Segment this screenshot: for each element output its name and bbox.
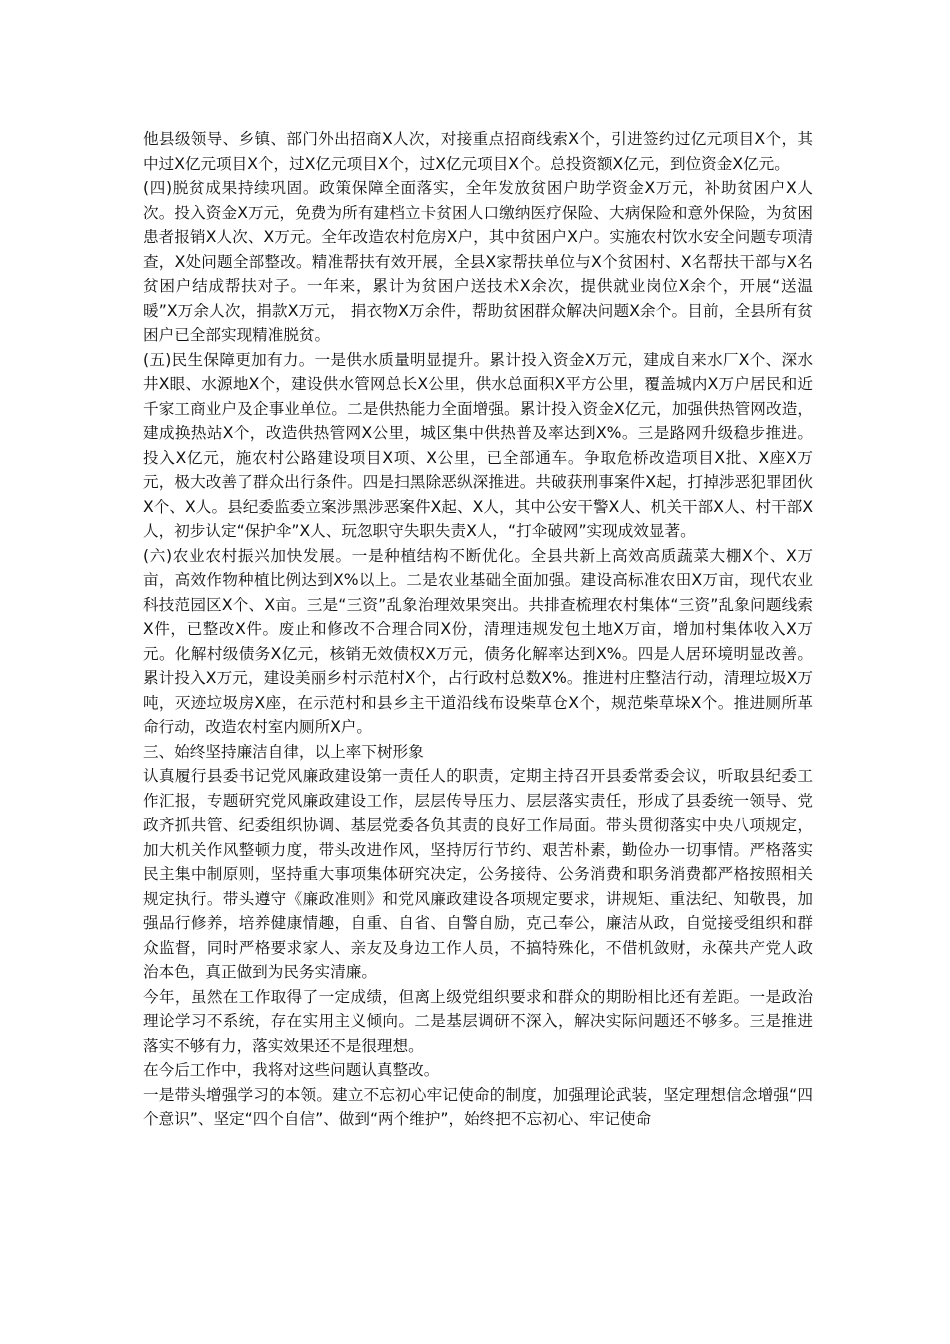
paragraph-livelihood-security: (五)民生保障更加有力。一是供水质量明显提升。累计投入资金X万元，建成自来水厂X个、深水井X眼、水源地X个，建设供水管网总长X公里，供水总面积X平方公里，覆盖城内X万户居民和近千家工商业户及企事业单位。二是供热能力全面增强。累计投入资金X亿元，加强供热管网改造，建成换热站X个，改造供热管网X公里，城区集中供热普及率达到X%。三是路网升级稳步推进。投入X亿元，施农村公路建设项目X项、X公里，已全部通车。争取危桥改造项目X批、X座X万元，极大改善了群众出行条件。四是扫黑除恶纵深推进。共破获刑事案件X起，打掉涉恶犯罪团伙X个、X人。县纪委监委立案涉黑涉恶案件X起、X人，其中公安干警X人、机关干部X人、村干部X人，初步认定“保护伞”X人、玩忽职守失职失责X人，“打伞破网”实现成效显著。 [143, 350, 813, 540]
paragraph-shortcomings: 今年，虽然在工作取得了一定成绩，但离上级党组织要求和群众的期盼相比还有差距。一是政治理论学习不系统，存在实用主义倾向。二是基层调研不深入，解决实际问题还不够多。三是推进落实不够有力，落实效果还不是很理想。 [143, 987, 813, 1055]
document-page [143, 127, 813, 1132]
paragraph-integrity-duties: 认真履行县委书记党风廉政建设第一责任人的职责，定期主持召开县委常委会议，听取县纪委工作汇报，专题研究党风廉政建设工作，层层传导压力、层层落实责任，形成了县委统一领导、党政齐抓共管、纪委组织协调、基层党委各负其责的良好工作局面。带头贯彻落实中央八项规定，加大机关作风整顿力度，带头改进作风，坚持厉行节约、艰苦朴素，勤俭办一切事情。严格落实民主集中制原则，坚持重大事项集体研究决定，公务接待、公务消费和职务消费都严格按照相关规定执行。带头遵守《廉政准则》和党风廉政建设各项规定要求，讲规矩、重法纪、知敬畏，加强品行修养，培养健康情趣，自重、自省、自警自励，克己奉公，廉洁从政，自觉接受组织和群众监督，同时严格要求家人、亲友及身边工作人员，不搞特殊化，不借机敛财，永葆共产党人政治本色，真正做到为民务实清廉。 [143, 767, 813, 981]
paragraph-rural-revitalization: (六)农业农村振兴加快发展。一是种植结构不断优化。全县共新上高效高质蔬菜大棚X个、X万亩，高效作物种植比例达到X%以上。二是农业基础全面加强。建设高标准农田X万亩，现代农业科技范园区X个、X亩。三是“三资”乱象治理效果突出。共排查梳理农村集体“三资”乱象问题线索X件，已整改X件。废止和修改不合理合同X份，清理违规发包土地X万亩，增加村集体收入X万元。化解村级债务X亿元，核销无效债权X万元，债务化解率达到X%。四是人居环境明显改善。累计投入X万元，建设美丽乡村示范村X个，占行政村总数X%。推进村庄整洁行动，清理垃圾X万吨，灭迹垃圾房X座，在示范村和县乡主干道沿线布设柴草仓X个，规范柴草垛X个。推进厕所革命行动，改造农村室内厕所X户。 [143, 546, 813, 736]
paragraph-poverty-alleviation: (四)脱贫成果持续巩固。政策保障全面落实，全年发放贫困户助学资金X万元，补助贫困户X人次。投入资金X万元，免费为所有建档立卡贫困人口缴纳医疗保险、大病保险和意外保险，为贫困患者报销X人次、X万元。全年改造农村危房X户，其中贫困户X户。实施农村饮水安全问题专项清查，X处问题全部整改。精准帮扶有效开展，全县X家帮扶单位与X个贫困村、X名帮扶干部与X名贫困户结成帮扶对子。一年来，累计为贫困户送技术X余次，提供就业岗位X余个，开展“送温暖”X万余人次，捐款X万元， 捐衣物X万余件，帮助贫困群众解决问题X余个。目前，全县所有贫困户已全部实现精准脱贫。 [143, 179, 813, 344]
paragraph-rectification-intro: 在今后工作中，我将对这些问题认真整改。 [143, 1061, 440, 1079]
paragraph-study-commitment: 一是带头增强学习的本领。建立不忘初心牢记使命的制度，加强理论武装，坚定理想信念增强“四个意识”、坚定“四个自信”、做到“两个维护”，始终把不忘初心、牢记使命 [143, 1085, 813, 1128]
section-heading-integrity: 三、始终坚持廉洁自律，以上率下树形象 [143, 742, 424, 761]
paragraph-investment-summary: 他县级领导、乡镇、部门外出招商X人次，对接重点招商线索X个，引进签约过亿元项目X个，其中过X亿元项目X个，过X亿元项目X个，过X亿元项目X个。总投资额X亿元，到位资金X亿元。 [143, 130, 813, 173]
